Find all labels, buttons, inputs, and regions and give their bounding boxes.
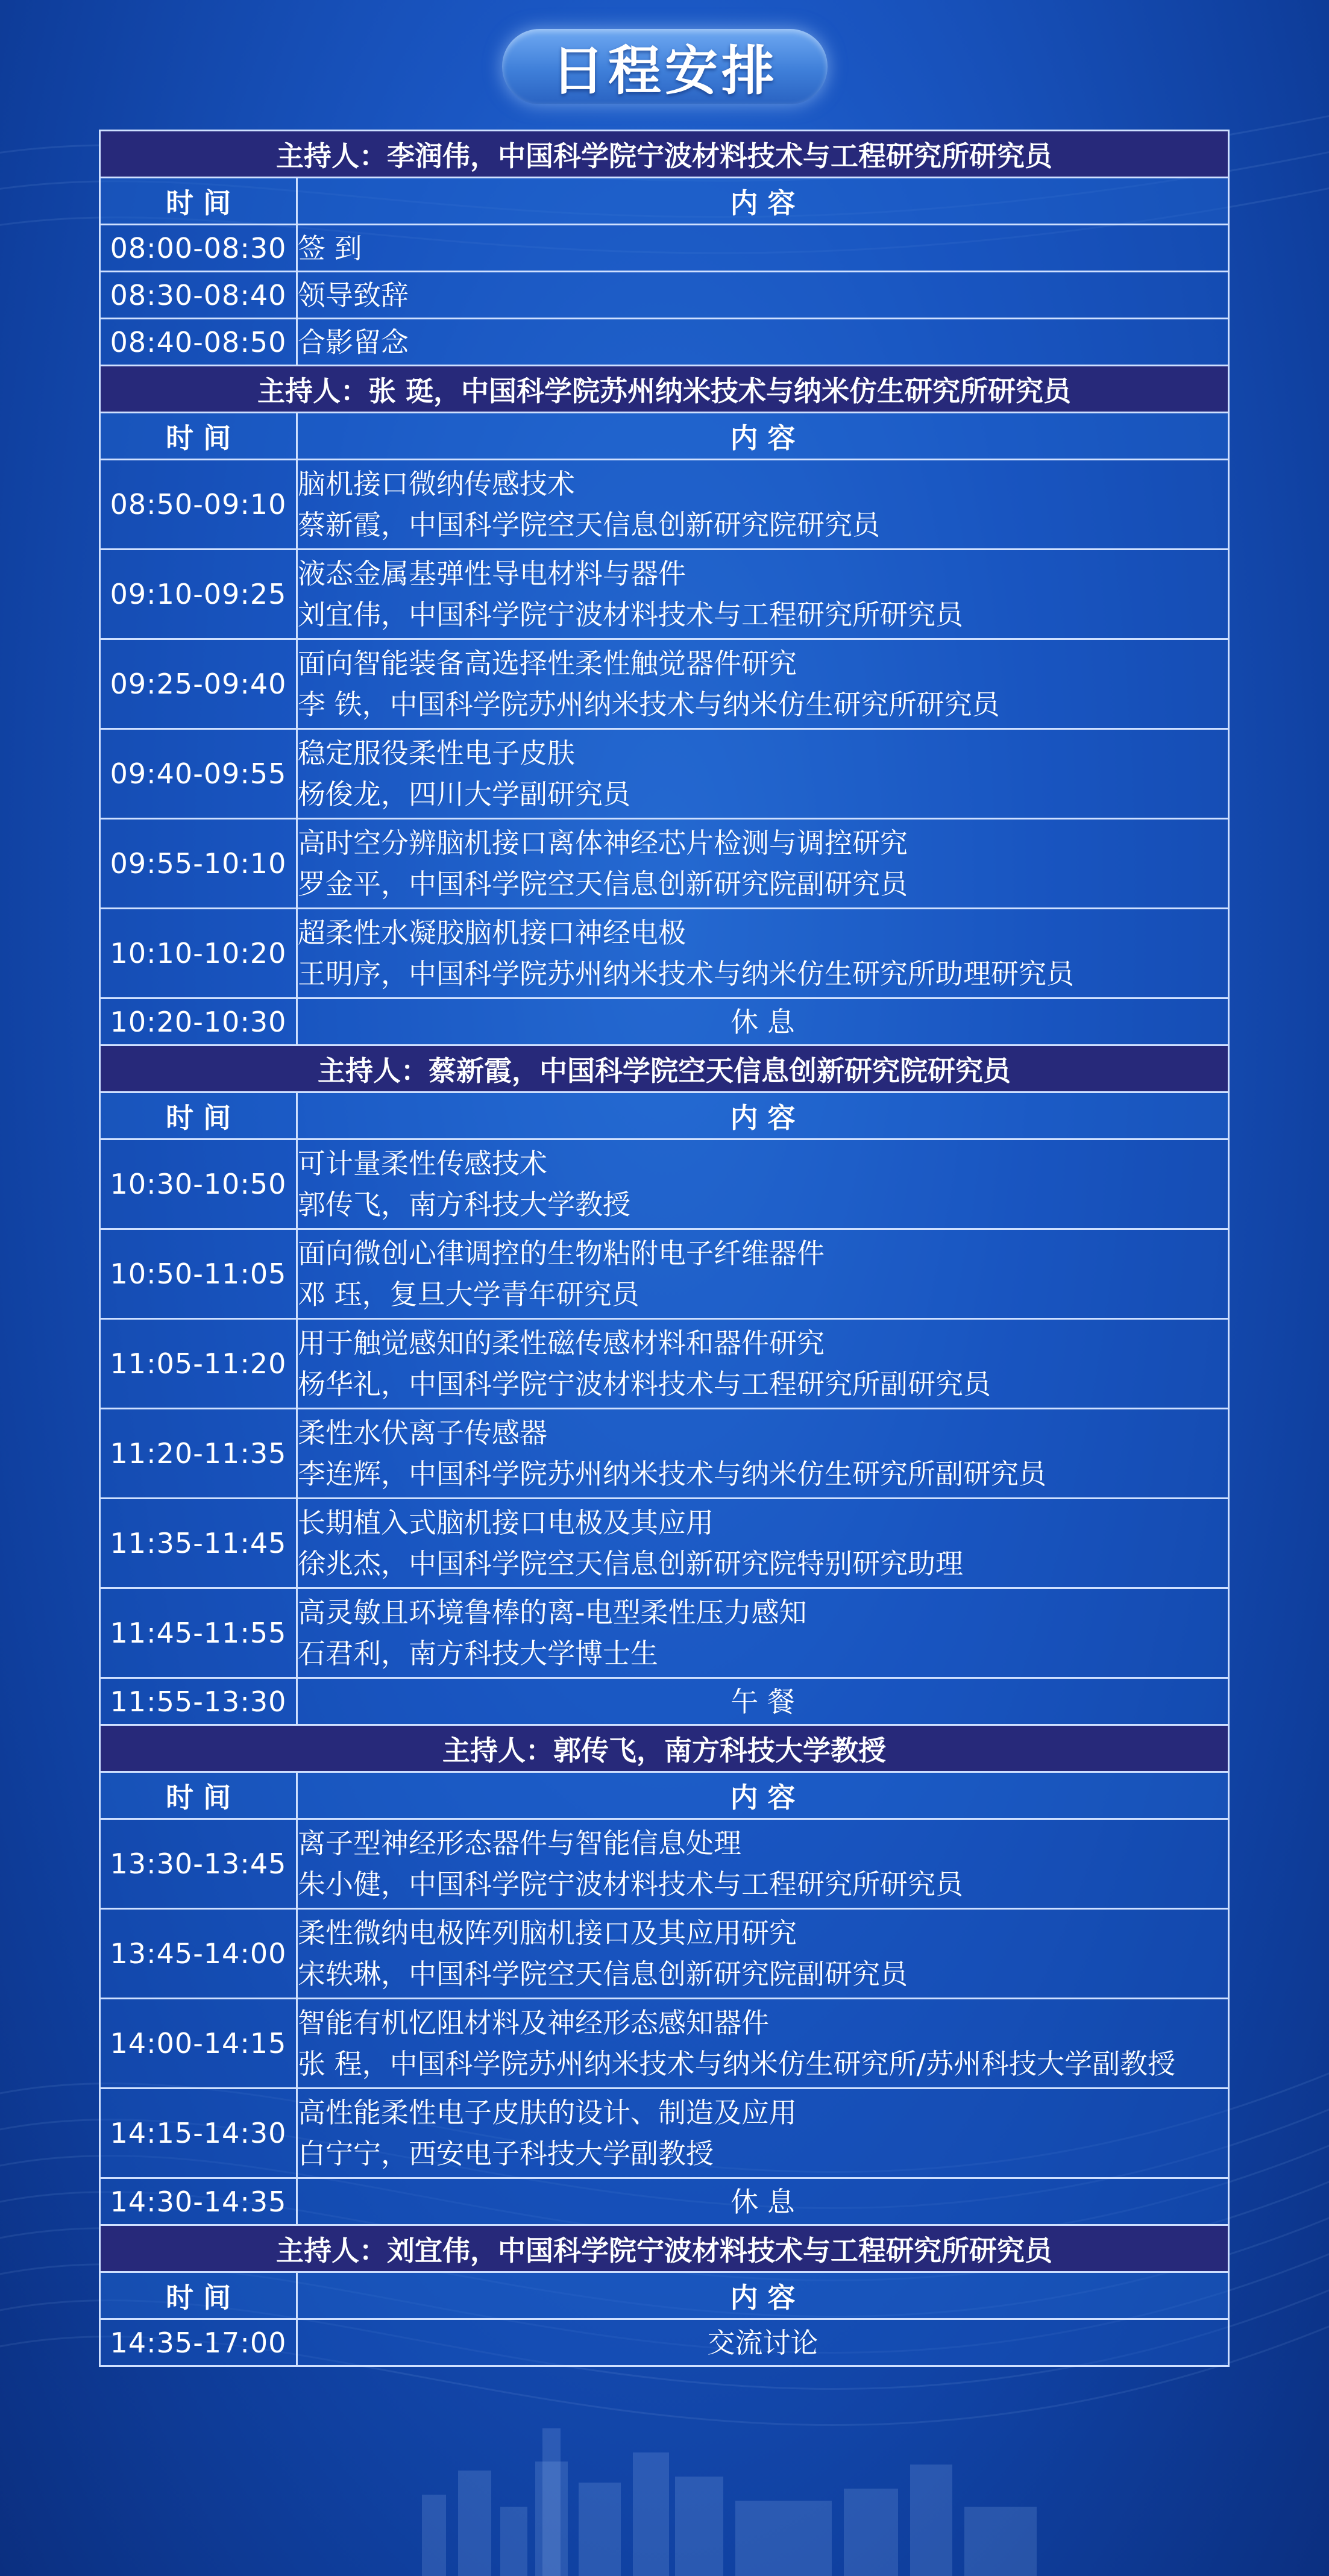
speaker-info: 邓 珏，复旦大学青年研究员 xyxy=(298,1278,639,1311)
column-header-row xyxy=(100,413,1229,460)
talk-row xyxy=(100,1999,1229,2089)
time-cell: 09:55-10:10 xyxy=(100,819,297,909)
time-column-header: 时 间 xyxy=(100,178,297,225)
content-cell xyxy=(297,2319,1229,2366)
host-label: 主持人：蔡新霞，中国科学院空天信息创新研究院研究员 xyxy=(100,1045,1229,1092)
content-cell xyxy=(297,1229,1229,1319)
talk-title: 休 息 xyxy=(730,2185,795,2218)
content-column-header: 内 容 xyxy=(297,1092,1229,1139)
agenda-row xyxy=(100,1678,1229,1725)
talk-title: 午 餐 xyxy=(730,1685,795,1718)
time-cell: 14:30-14:35 xyxy=(100,2178,297,2225)
time-cell: 08:40-08:50 xyxy=(100,319,297,366)
time-cell: 10:50-11:05 xyxy=(100,1229,297,1319)
content-cell xyxy=(297,2178,1229,2225)
content-cell xyxy=(297,998,1229,1045)
content-cell xyxy=(297,319,1229,366)
agenda-row xyxy=(100,998,1229,1045)
time-cell: 11:55-13:30 xyxy=(100,1678,297,1725)
time-cell: 10:10-10:20 xyxy=(100,909,297,998)
time-cell: 08:00-08:30 xyxy=(100,225,297,272)
time-cell: 09:10-09:25 xyxy=(100,550,297,639)
content-cell xyxy=(297,550,1229,639)
agenda-row xyxy=(100,2319,1229,2366)
speaker-info: 杨俊龙，四川大学副研究员 xyxy=(298,778,630,810)
agenda-row xyxy=(100,319,1229,366)
talk-title: 面向微创心律调控的生物粘附电子纤维器件 xyxy=(298,1237,825,1270)
talk-row xyxy=(100,1588,1229,1678)
time-cell: 11:05-11:20 xyxy=(100,1319,297,1409)
talk-row xyxy=(100,1819,1229,1909)
column-header-row xyxy=(100,2272,1229,2319)
host-row xyxy=(100,131,1229,178)
talk-title: 高灵敏且环境鲁棒的离-电型柔性压力感知 xyxy=(298,1596,807,1629)
talk-title: 离子型神经形态器件与智能信息处理 xyxy=(298,1827,741,1860)
column-header-row xyxy=(100,1092,1229,1139)
talk-row xyxy=(100,729,1229,819)
content-cell xyxy=(297,2089,1229,2178)
content-cell xyxy=(297,1588,1229,1678)
talk-title: 高时空分辨脑机接口离体神经芯片检测与调控研究 xyxy=(298,827,908,859)
host-row xyxy=(100,1045,1229,1092)
time-column-header: 时 间 xyxy=(100,1092,297,1139)
time-column-header: 时 间 xyxy=(100,2272,297,2319)
talk-title: 领导致辞 xyxy=(298,278,409,312)
agenda-row xyxy=(100,272,1229,319)
agenda-row xyxy=(100,225,1229,272)
content-cell xyxy=(297,1139,1229,1229)
talk-title: 面向智能装备高选择性柔性触觉器件研究 xyxy=(298,647,797,680)
host-row xyxy=(100,366,1229,413)
host-row xyxy=(100,2225,1229,2272)
talk-title: 休 息 xyxy=(730,1005,795,1038)
talk-row xyxy=(100,2089,1229,2178)
content-cell xyxy=(297,225,1229,272)
column-header-row xyxy=(100,178,1229,225)
time-cell: 11:20-11:35 xyxy=(100,1409,297,1499)
host-label: 主持人：郭传飞，南方科技大学教授 xyxy=(100,1725,1229,1772)
talk-row xyxy=(100,909,1229,998)
title-badge xyxy=(502,29,828,104)
talk-row xyxy=(100,819,1229,909)
content-cell xyxy=(297,1499,1229,1588)
talk-title: 签 到 xyxy=(298,231,362,265)
time-cell: 11:45-11:55 xyxy=(100,1588,297,1678)
time-cell: 14:35-17:00 xyxy=(100,2319,297,2366)
speaker-info: 石君利，南方科技大学博士生 xyxy=(298,1637,658,1670)
talk-title: 超柔性水凝胶脑机接口神经电极 xyxy=(298,917,686,949)
content-cell xyxy=(297,1819,1229,1909)
time-cell: 08:50-09:10 xyxy=(100,460,297,550)
time-cell: 13:30-13:45 xyxy=(100,1819,297,1909)
speaker-info: 蔡新霞，中国科学院空天信息创新研究院研究员 xyxy=(298,509,880,541)
talk-title: 柔性水伏离子传感器 xyxy=(298,1417,547,1449)
talk-title: 交流讨论 xyxy=(707,2326,818,2359)
speaker-info: 白宁宁，西安电子科技大学副教授 xyxy=(298,2137,714,2170)
content-cell xyxy=(297,272,1229,319)
content-cell xyxy=(297,819,1229,909)
speaker-info: 王明序，中国科学院苏州纳米技术与纳米仿生研究所助理研究员 xyxy=(298,957,1074,990)
talk-row xyxy=(100,639,1229,729)
host-label: 主持人：李润伟，中国科学院宁波材料技术与工程研究所研究员 xyxy=(100,131,1229,178)
time-cell: 09:25-09:40 xyxy=(100,639,297,729)
content-cell xyxy=(297,729,1229,819)
content-cell xyxy=(297,639,1229,729)
content-cell xyxy=(297,460,1229,550)
talk-row xyxy=(100,460,1229,550)
speaker-info: 张 程，中国科学院苏州纳米技术与纳米仿生研究所/苏州科技大学副教授 xyxy=(298,2048,1176,2080)
agenda-row xyxy=(100,2178,1229,2225)
talk-title: 合影留念 xyxy=(298,325,409,359)
talk-row xyxy=(100,550,1229,639)
time-cell: 09:40-09:55 xyxy=(100,729,297,819)
talk-title: 长期植入式脑机接口电极及其应用 xyxy=(298,1506,714,1539)
talk-row xyxy=(100,1409,1229,1499)
talk-title: 脑机接口微纳传感技术 xyxy=(298,468,575,500)
talk-title: 高性能柔性电子皮肤的设计、制造及应用 xyxy=(298,2096,797,2129)
content-column-header: 内 容 xyxy=(297,2272,1229,2319)
page-title: 日程安排 xyxy=(551,39,778,102)
speaker-info: 李连辉，中国科学院苏州纳米技术与纳米仿生研究所副研究员 xyxy=(298,1458,1046,1490)
speaker-info: 刘宜伟，中国科学院宁波材料技术与工程研究所研究员 xyxy=(298,598,963,631)
time-cell: 14:15-14:30 xyxy=(100,2089,297,2178)
talk-title: 可计量柔性传感技术 xyxy=(298,1147,547,1180)
time-column-header: 时 间 xyxy=(100,413,297,460)
talk-title: 智能有机忆阻材料及神经形态感知器件 xyxy=(298,2007,769,2039)
talk-title: 用于触觉感知的柔性磁传感材料和器件研究 xyxy=(298,1327,825,1359)
time-column-header: 时 间 xyxy=(100,1772,297,1819)
content-cell xyxy=(297,1319,1229,1409)
talk-title: 稳定服役柔性电子皮肤 xyxy=(298,737,575,769)
talk-row xyxy=(100,1319,1229,1409)
time-cell: 08:30-08:40 xyxy=(100,272,297,319)
host-label: 主持人：张 珽，中国科学院苏州纳米技术与纳米仿生研究所研究员 xyxy=(100,366,1229,413)
content-cell xyxy=(297,1999,1229,2089)
speaker-info: 李 铁，中国科学院苏州纳米技术与纳米仿生研究所研究员 xyxy=(298,688,1000,721)
time-cell: 14:00-14:15 xyxy=(100,1999,297,2089)
speaker-info: 郭传飞，南方科技大学教授 xyxy=(298,1188,630,1221)
speaker-info: 徐兆杰，中国科学院空天信息创新研究院特别研究助理 xyxy=(298,1547,963,1580)
time-cell: 11:35-11:45 xyxy=(100,1499,297,1588)
talk-row xyxy=(100,1229,1229,1319)
time-cell: 13:45-14:00 xyxy=(100,1909,297,1999)
content-cell xyxy=(297,1678,1229,1725)
host-label: 主持人：刘宜伟，中国科学院宁波材料技术与工程研究所研究员 xyxy=(100,2225,1229,2272)
schedule-body xyxy=(100,131,1229,2366)
content-column-header: 内 容 xyxy=(297,178,1229,225)
speaker-info: 朱小健，中国科学院宁波材料技术与工程研究所研究员 xyxy=(298,1868,963,1901)
speaker-info: 罗金平，中国科学院空天信息创新研究院副研究员 xyxy=(298,868,908,900)
time-cell: 10:20-10:30 xyxy=(100,998,297,1045)
content-cell xyxy=(297,909,1229,998)
host-row xyxy=(100,1725,1229,1772)
content-column-header: 内 容 xyxy=(297,1772,1229,1819)
talk-row xyxy=(100,1139,1229,1229)
column-header-row xyxy=(100,1772,1229,1819)
schedule-table xyxy=(99,130,1230,2367)
content-cell xyxy=(297,1909,1229,1999)
talk-title: 液态金属基弹性导电材料与器件 xyxy=(298,557,686,590)
talk-row xyxy=(100,1909,1229,1999)
talk-row xyxy=(100,1499,1229,1588)
speaker-info: 宋轶琳，中国科学院空天信息创新研究院副研究员 xyxy=(298,1958,908,1990)
content-column-header: 内 容 xyxy=(297,413,1229,460)
city-skyline-decoration xyxy=(0,2404,1329,2576)
talk-title: 柔性微纳电极阵列脑机接口及其应用研究 xyxy=(298,1917,797,1949)
speaker-info: 杨华礼，中国科学院宁波材料技术与工程研究所副研究员 xyxy=(298,1368,991,1400)
time-cell: 10:30-10:50 xyxy=(100,1139,297,1229)
content-cell xyxy=(297,1409,1229,1499)
